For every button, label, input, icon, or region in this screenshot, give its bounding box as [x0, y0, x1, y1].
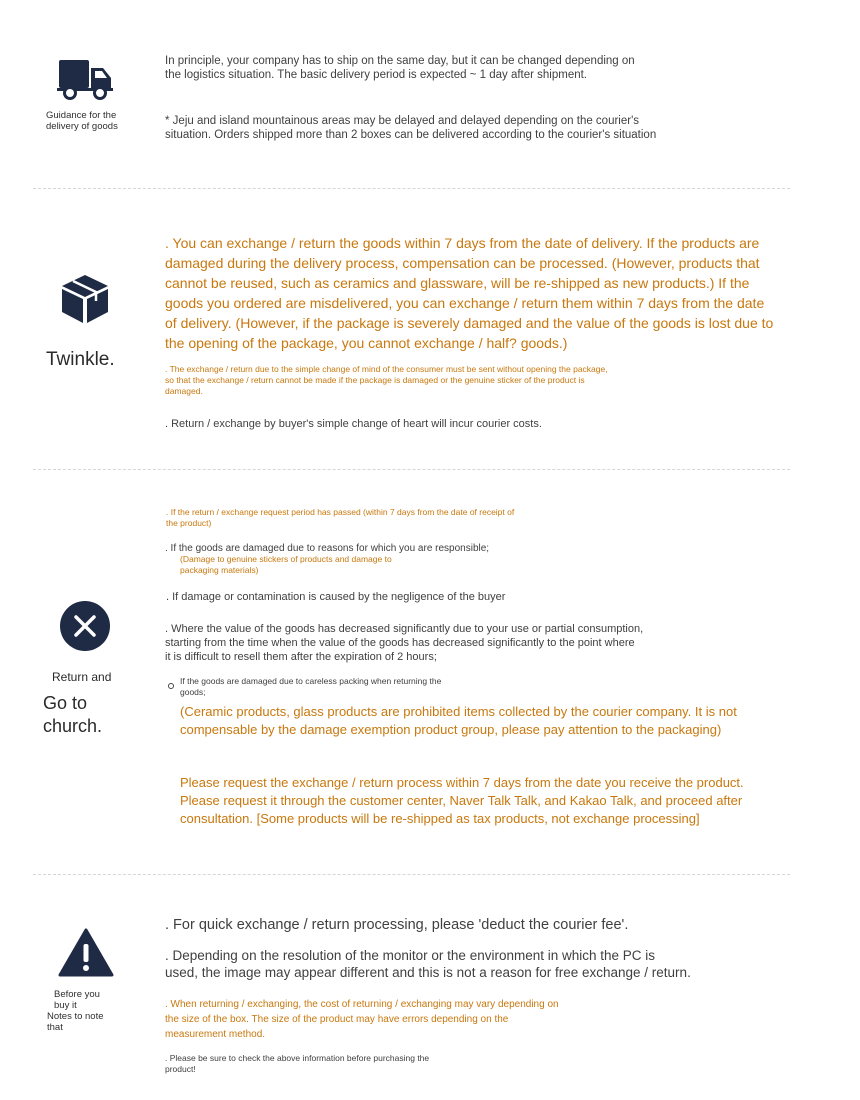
restriction-item-4	[165, 622, 785, 664]
text-line: consultation. [Some products will be re-shipped as tax products, not exchange processing]	[180, 811, 700, 826]
text-line: compensable by the damage exemption product group, please pay attention to the packaging)	[180, 722, 722, 737]
delivery-paragraph-2	[165, 114, 785, 142]
text-line: used, the image may appear different and this is not a reason for free exchange / return.	[165, 965, 691, 980]
warning-icon	[58, 928, 114, 978]
purchase-note-1: . For quick exchange / return processing, please 'deduct the courier fee'.	[165, 917, 629, 933]
exchange-label: Twinkle.	[46, 349, 115, 370]
text-line: the size of the box. The size of the product may have errors depending on the	[165, 1014, 509, 1025]
text-line: (Ceramic products, glass products are prohibited items collected by the courier company. It is not	[180, 704, 737, 719]
restriction-item-2-detail	[180, 554, 480, 576]
text-line: . If the return / exchange request period has passed (within 7 days from the date of receipt of	[166, 507, 515, 517]
text-line: that	[47, 1022, 63, 1033]
text-line: measurement method.	[165, 1029, 266, 1040]
text-line: . You can exchange / return the goods within 7 days from the date of delivery. If the products are	[165, 235, 760, 251]
text-line: it is difficult to resell them after the expiration of 2 hours;	[165, 651, 437, 663]
truck-icon	[57, 58, 113, 100]
text-line: so that the exchange / return cannot be made if the package is damaged or the genuine sticker of the product is	[165, 375, 585, 385]
section-divider	[33, 188, 790, 189]
text-line: the product)	[166, 518, 212, 528]
restriction-item-5	[180, 676, 500, 698]
text-line: the opening of the package, you cannot exchange / half? goods.)	[165, 335, 568, 351]
text-line: Please request the exchange / return process within 7 days from the date you receive the product.	[180, 775, 744, 790]
exchange-paragraph-3: . Return / exchange by buyer's simple change of heart will incur courier costs.	[165, 418, 542, 430]
text-line: cannot be reused, such as ceramics and glassware, will be re-shipped as new products.) If the	[165, 275, 750, 291]
delivery-label-line: Guidance for the	[46, 110, 117, 121]
section-divider	[33, 874, 790, 875]
text-line: . Depending on the resolution of the monitor or the environment in which the PC is	[165, 948, 656, 963]
section-divider	[33, 469, 790, 470]
text-line: . Please be sure to check the above information before purchasing the	[165, 1053, 430, 1063]
purchase-notes-label	[47, 989, 127, 1033]
text-line: Notes to note	[47, 1011, 104, 1022]
text-line: situation. Orders shipped more than 2 boxes can be delivered according to the courier's situation	[165, 129, 657, 141]
text-line: If the goods are damaged due to careless packing when returning the	[180, 676, 442, 686]
text-line: goods;	[180, 687, 206, 697]
return-label-large	[43, 692, 102, 738]
text-line: Please request it through the customer center, Naver Talk Talk, and Kakao Talk, and proceed after	[180, 793, 743, 808]
purchase-note-3	[165, 997, 685, 1042]
restriction-item-1	[166, 507, 586, 529]
delivery-label	[46, 110, 126, 132]
text-line: buy it	[54, 1000, 77, 1011]
text-line: starting from the time when the value of the goods has decreased significantly to the point where	[165, 637, 635, 649]
text-line: the logistics situation. The basic delivery period is expected ~ 1 day after shipment.	[165, 69, 588, 81]
text-line: packaging materials)	[180, 565, 259, 575]
exchange-paragraph-1	[165, 233, 785, 353]
text-line: * Jeju and island mountainous areas may be delayed and delayed depending on the courier's	[165, 115, 640, 127]
text-line: In principle, your company has to ship on the same day, but it can be changed depending on	[165, 55, 635, 67]
purchase-note-2	[165, 947, 785, 981]
text-line: of delivery. (However, if the package is severely damaged and the value of the goods is lost due to	[165, 315, 774, 331]
restriction-item-5-detail	[180, 703, 780, 739]
text-line: church.	[43, 716, 103, 736]
purchase-note-4	[165, 1053, 525, 1075]
restriction-item-3: . If damage or contamination is caused by the negligence of the buyer	[166, 591, 506, 603]
close-circle-icon	[60, 601, 110, 651]
return-request-notice	[180, 774, 780, 828]
text-line: damaged.	[165, 386, 203, 396]
text-line: damaged during the delivery process, compensation can be processed. (However, products that	[165, 255, 760, 271]
text-line: . The exchange / return due to the simple change of mind of the consumer must be sent without opening the package,	[165, 364, 608, 374]
text-line: Go to	[43, 693, 88, 713]
restriction-item-2: . If the goods are damaged due to reasons for which you are responsible;	[165, 543, 490, 554]
text-line: . Where the value of the goods has decreased significantly due to your use or partial consumption,	[165, 623, 644, 635]
text-line: (Damage to genuine stickers of products and damage to	[180, 554, 392, 564]
text-line: goods you ordered are misdelivered, you can exchange / return them within 7 days from the date	[165, 295, 765, 311]
delivery-paragraph-1	[165, 54, 785, 82]
return-label-small: Return and	[52, 670, 112, 684]
delivery-label-line: delivery of goods	[46, 121, 118, 132]
bullet-icon	[168, 683, 174, 689]
text-line: . When returning / exchanging, the cost of returning / exchanging may vary depending on	[165, 999, 559, 1010]
exchange-paragraph-2	[165, 364, 725, 397]
text-line: Before you	[54, 989, 100, 1000]
text-line: product!	[165, 1064, 196, 1074]
box-icon	[59, 273, 111, 325]
